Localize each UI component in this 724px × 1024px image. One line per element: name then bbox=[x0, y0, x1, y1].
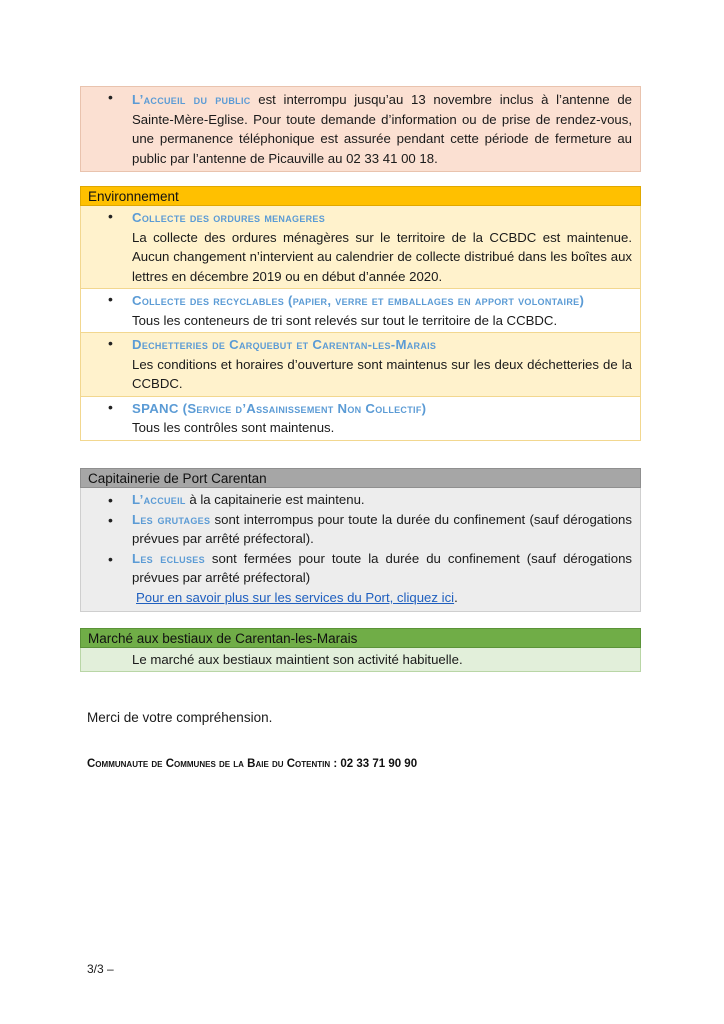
env-item-text: Tous les contrôles sont maintenus. bbox=[132, 420, 335, 435]
capitainerie-item bbox=[108, 510, 632, 549]
bullet-icon: • bbox=[108, 335, 113, 351]
env-item-title: Collecte des ordures menageres bbox=[132, 210, 326, 225]
accueil-public-text: est interrompu jusqu’au 13 novembre inclus à l’antenne de Sainte-Mère-Eglise. Pour toute demande d’information ou de prise de rendez-vous, une permanence téléphonique est assurée pendant cette période de fermeture au public par l’antenne de Picauville au 02 33 41 00 18. bbox=[132, 92, 632, 166]
bullet-icon: • bbox=[108, 208, 113, 224]
env-item-dechetteries bbox=[80, 333, 641, 397]
capitainerie-body bbox=[80, 488, 641, 612]
env-item-title: SPANC (Service d’Assainissement Non Collectif) bbox=[132, 400, 427, 416]
contact-line: Communaute de Communes de la Baie du Cotentin : 02 33 71 90 90 bbox=[87, 758, 418, 770]
env-item-text: La collecte des ordures ménagères sur le territoire de la CCBDC est maintenue. Aucun changement n’intervient au calendrier de collecte distribué dans les boîtes aux lettres en décembre 2019 ou en début d’année 2020. bbox=[132, 229, 632, 284]
accueil-public-row bbox=[80, 86, 641, 172]
bullet-icon: • bbox=[108, 550, 113, 567]
env-item-text: Les conditions et horaires d’ouverture sont maintenus sur les deux déchetteries de la CCBDC. bbox=[132, 356, 632, 391]
env-item-text: Tous les conteneurs de tri sont relevés sur tout le territoire de la CCBDC. bbox=[132, 312, 558, 328]
env-item-spanc bbox=[80, 397, 641, 441]
marche-header: Marché aux bestiaux de Carentan-les-Marais bbox=[80, 628, 641, 648]
port-services-link[interactable]: Pour en savoir plus sur les services du Port, cliquez ici bbox=[136, 589, 455, 605]
capitainerie-item-title: Les ecluses bbox=[132, 550, 205, 566]
capitainerie-header: Capitainerie de Port Carentan bbox=[80, 468, 641, 488]
capitainerie-item bbox=[108, 490, 632, 510]
environnement-header: Environnement bbox=[80, 186, 641, 206]
capitainerie-item-text: sont fermées pour toute la durée du confinement (sauf dérogations prévues par arrêté préfectoral) bbox=[132, 550, 632, 585]
bullet-icon: • bbox=[108, 492, 113, 508]
port-link-suffix: . bbox=[454, 589, 458, 605]
marche-text: Le marché aux bestiaux maintient son activité habituelle. bbox=[132, 652, 463, 667]
capitainerie-item-title: Les grutages bbox=[132, 511, 211, 527]
bullet-icon: • bbox=[108, 398, 113, 415]
marche-block bbox=[80, 628, 641, 672]
closing-text: Merci de votre compréhension. bbox=[87, 710, 273, 725]
env-item-ordures bbox=[80, 206, 641, 289]
accueil-public-block bbox=[80, 86, 641, 172]
capitainerie-block bbox=[80, 468, 641, 612]
capitainerie-item-text: à la capitainerie est maintenu. bbox=[185, 492, 365, 507]
env-item-title: Dechetteries de Carquebut et Carentan-les-Marais bbox=[132, 337, 437, 352]
capitainerie-item-title: L’accueil bbox=[132, 492, 186, 507]
environnement-block bbox=[80, 186, 641, 441]
capitainerie-item bbox=[108, 549, 632, 588]
capitainerie-item-text: sont interrompus pour toute la durée du confinement (sauf dérogations prévues par arrêté préfectoral). bbox=[132, 511, 632, 546]
bullet-icon: • bbox=[108, 89, 113, 105]
env-item-recyclables bbox=[80, 289, 641, 333]
page-number: 3/3 – bbox=[87, 962, 114, 976]
env-item-title: Collecte des recyclables (papier, verre et emballages en apport volontaire) bbox=[132, 293, 585, 308]
bullet-icon: • bbox=[108, 511, 113, 528]
bullet-icon: • bbox=[108, 291, 113, 307]
accueil-public-title: L’accueil du public bbox=[132, 92, 251, 107]
marche-row bbox=[80, 648, 641, 672]
